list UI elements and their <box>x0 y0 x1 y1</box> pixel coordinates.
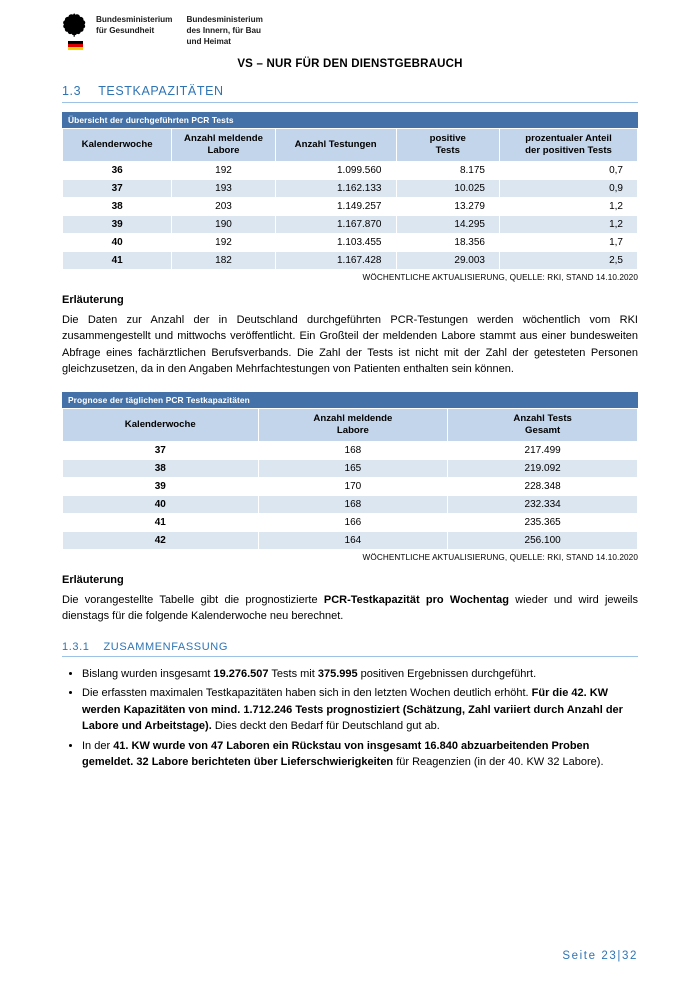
list-item: • Bislang wurden insgesamt 19.276.507 Tests mit 375.995 positiven Ergebnissen durchgeführt. <box>82 666 638 683</box>
footer-label: Seite <box>562 950 597 962</box>
cell-testungen: 1.099.560 <box>275 161 396 179</box>
table-row <box>63 495 638 513</box>
table1-source: WÖCHENTLICHE AKTUALISIERUNG, QUELLE: RKI, STAND 14.10.2020 <box>362 272 638 282</box>
cell-testungen: 1.149.257 <box>275 197 396 215</box>
cell-labore: 203 <box>172 197 276 215</box>
cell-labore: 164 <box>258 531 448 549</box>
cell-kw: 38 <box>63 197 172 215</box>
ministry-health-line2: für Gesundheit <box>96 25 155 35</box>
ministry-interior-line2: des Innern, für Bau <box>186 25 262 35</box>
explanation2-text-part1: Die vorangestellte Tabelle gibt die prognostizierte <box>62 593 324 606</box>
table-row <box>63 161 638 179</box>
col-anzahl-testungen: Anzahl Testungen <box>275 129 396 162</box>
table-row <box>63 477 638 495</box>
cell-labore: 168 <box>258 495 448 513</box>
cell-labore: 193 <box>172 179 276 197</box>
cell-labore: 192 <box>172 161 276 179</box>
cell-tests-gesamt: 228.348 <box>448 477 638 495</box>
cell-testungen: 1.167.870 <box>275 215 396 233</box>
cell-prozent: 2,5 <box>500 251 638 269</box>
ministry-interior-line1: Bundesministerium <box>186 15 263 24</box>
col-anzahl-labore: Anzahl meldende Labore <box>172 129 276 162</box>
subsection-title: ZUSAMMENFASSUNG <box>103 640 228 653</box>
cell-labore: 165 <box>258 459 448 477</box>
cell-labore: 168 <box>258 441 448 459</box>
cell-kw: 37 <box>63 441 259 459</box>
table-row <box>63 441 638 459</box>
list-item: • Die erfassten maximalen Testkapazitäten haben sich in den letzten Wochen deutlich erhöht. Für die 42. KW werden Kapazitäten von mind. 1.712.246 Tests prognostiziert (Schätzung, Zahl variiert durch Anzahl der Labore und Arbeitstage). Dies deckt den Bedarf für Deutschland gut ab. <box>82 685 638 735</box>
cell-prozent: 1,2 <box>500 197 638 215</box>
cell-testungen: 1.167.428 <box>275 251 396 269</box>
list-item: • In der 41. KW wurde von 47 Laboren ein Rückstau von insgesamt 16.840 abzuarbeitenden Proben gemeldet. 32 Labore berichteten über Lieferschwierigkeiten für Reagenzien (in der 40. KW 32 Labore). <box>82 738 638 771</box>
table-row <box>63 215 638 233</box>
col-kalenderwoche: Kalenderwoche <box>63 129 172 162</box>
explanation1-text: Die Daten zur Anzahl der in Deutschland durchgeführten PCR-Testungen werden wöchentlich vom RKI zusammengestellt und mittwochs veröffentlicht. Ein Großteil der meldenden Labore stammt aus einer bundesweiten Abfrage eines fachärztlichen Berufsverbands. Die Zahl der Tests ist nicht mit der Zahl der getesteten Personen gleichzusetzen, da in den Angaben Mehrfachtestungen von Patienten enthalten sein können. <box>62 313 638 376</box>
cell-kw: 39 <box>63 477 259 495</box>
cell-prozent: 0,7 <box>500 161 638 179</box>
explanation2-text-bold: PCR-Testkapazität pro Wochentag <box>323 593 509 606</box>
explanation2-title: Erläuterung <box>62 573 124 586</box>
cell-kw: 40 <box>63 233 172 251</box>
table-header-row <box>63 129 638 162</box>
section-title: TESTKAPAZITÄTEN <box>98 84 224 98</box>
table-row <box>63 197 638 215</box>
table-pcr-tests-overview <box>62 128 638 270</box>
footer-separator: | <box>617 950 622 962</box>
explanation1-title: Erläuterung <box>62 293 124 306</box>
cell-labore: 166 <box>258 513 448 531</box>
cell-kw: 41 <box>63 251 172 269</box>
ministry-health-label <box>96 12 172 37</box>
explanation2-text-part2: wieder und wird jeweils dienstags für die folgende Kalenderwoche neu berechnet. <box>62 593 638 623</box>
subsection-heading <box>62 641 638 657</box>
cell-testungen: 1.103.455 <box>275 233 396 251</box>
cell-kw: 39 <box>63 215 172 233</box>
cell-positive: 8.175 <box>396 161 500 179</box>
table-header-row <box>63 408 638 441</box>
cell-positive: 10.025 <box>396 179 500 197</box>
footer-page-number: 23 <box>601 950 618 962</box>
section-number: 1.3 <box>62 84 82 98</box>
federal-eagle-icon <box>62 12 88 52</box>
table1-caption: Übersicht der durchgeführten PCR Tests <box>62 112 638 128</box>
cell-labore: 170 <box>258 477 448 495</box>
page-footer <box>562 950 638 962</box>
cell-tests-gesamt: 217.499 <box>448 441 638 459</box>
cell-tests-gesamt: 219.092 <box>448 459 638 477</box>
cell-kw: 36 <box>63 161 172 179</box>
cell-prozent: 0,9 <box>500 179 638 197</box>
col-anzahl-tests-gesamt: Anzahl Tests Gesamt <box>448 408 638 441</box>
table-row <box>63 251 638 269</box>
table-row <box>63 459 638 477</box>
cell-positive: 14.295 <box>396 215 500 233</box>
cell-labore: 190 <box>172 215 276 233</box>
table2-source: WÖCHENTLICHE AKTUALISIERUNG, QUELLE: RKI, STAND 14.10.2020 <box>362 552 638 562</box>
cell-kw: 37 <box>63 179 172 197</box>
cell-tests-gesamt: 232.334 <box>448 495 638 513</box>
table-row <box>63 513 638 531</box>
cell-labore: 182 <box>172 251 276 269</box>
cell-tests-gesamt: 235.365 <box>448 513 638 531</box>
cell-labore: 192 <box>172 233 276 251</box>
explanation2-text <box>62 592 638 625</box>
table2-caption: Prognose der täglichen PCR Testkapazitäten <box>62 392 638 408</box>
cell-kw: 40 <box>63 495 259 513</box>
summary-list <box>62 666 638 771</box>
table-pcr-capacity-forecast <box>62 408 638 550</box>
cell-prozent: 1,2 <box>500 215 638 233</box>
classification-banner: VS – NUR FÜR DEN DIENSTGEBRAUCH <box>237 58 463 70</box>
cell-kw: 42 <box>63 531 259 549</box>
section-heading <box>62 84 638 103</box>
cell-testungen: 1.162.133 <box>275 179 396 197</box>
ministry-interior-label <box>180 12 262 47</box>
cell-prozent: 1,7 <box>500 233 638 251</box>
cell-kw: 38 <box>63 459 259 477</box>
col-kalenderwoche-2: Kalenderwoche <box>63 408 259 441</box>
table-row <box>63 179 638 197</box>
col-anzahl-labore-2: Anzahl meldende Labore <box>258 408 448 441</box>
cell-positive: 13.279 <box>396 197 500 215</box>
ministry-interior-line3: und Heimat <box>186 36 232 46</box>
table-row <box>63 531 638 549</box>
table-row <box>63 233 638 251</box>
subsection-number: 1.3.1 <box>62 640 90 653</box>
col-prozent-positiv: prozentualer Anteil der positiven Tests <box>500 129 638 162</box>
ministry-health-line1: Bundesministerium <box>96 15 173 24</box>
cell-positive: 18.356 <box>396 233 500 251</box>
col-positive-tests: positive Tests <box>396 129 500 162</box>
cell-tests-gesamt: 256.100 <box>448 531 638 549</box>
cell-kw: 41 <box>63 513 259 531</box>
cell-positive: 29.003 <box>396 251 500 269</box>
german-flag-bar <box>68 41 83 50</box>
document-header <box>62 0 638 52</box>
footer-total-pages: 32 <box>622 950 638 962</box>
